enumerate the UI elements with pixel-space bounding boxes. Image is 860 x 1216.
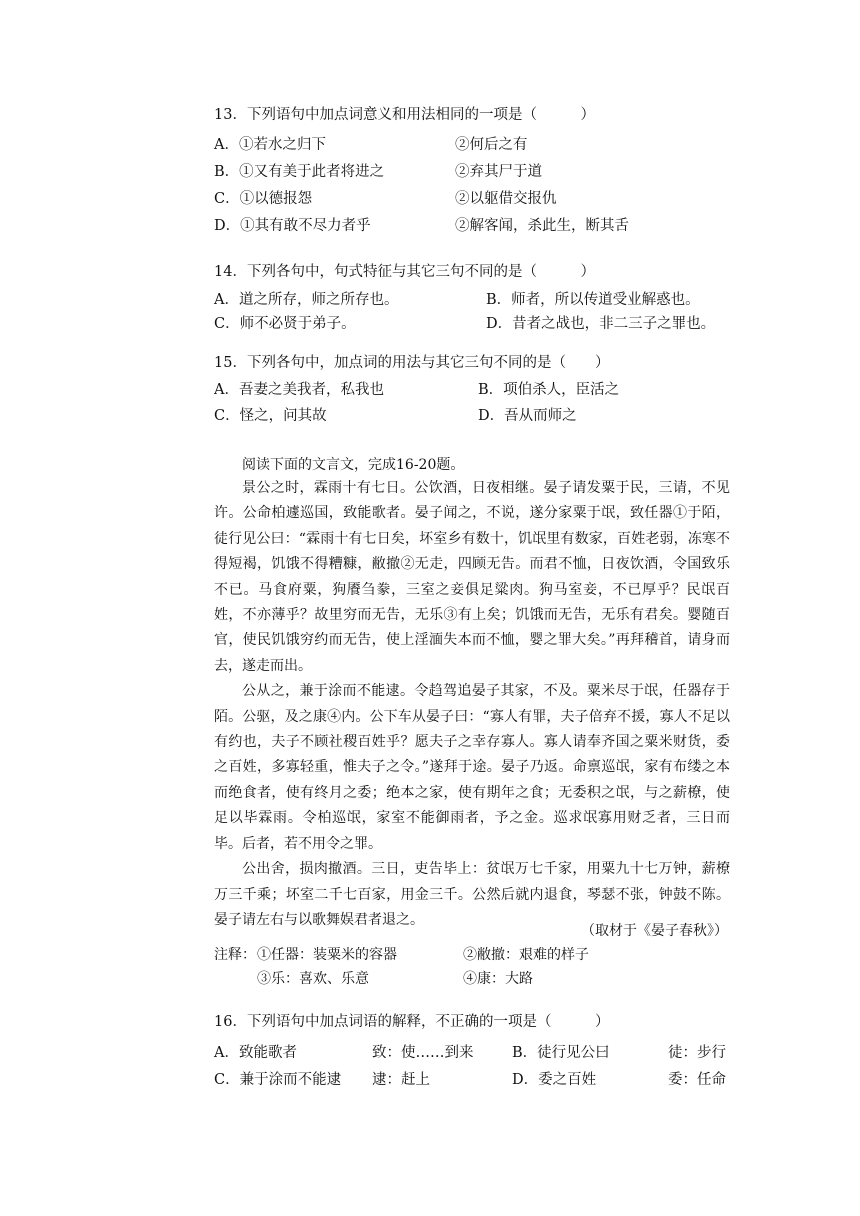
q16-option-d: D．委之百姓 [512, 1072, 597, 1088]
q13-option-d-1: D．①其有敢不尽力者乎 [214, 218, 371, 234]
source-citation: （取材于《晏子春秋》） [581, 923, 728, 939]
q15-option-a: A．吾妻之美我者，私我也 [214, 382, 384, 398]
q14-option-a: A．道之所存，师之所存也。 [214, 292, 399, 308]
note-2: ②敝撤：艰难的样子 [463, 947, 589, 963]
q13-stem: 13．下列语句中加点词意义和用法相同的一项是（ ） [214, 107, 595, 123]
q16-option-b-gloss: 徒：步行 [668, 1045, 726, 1061]
q14-option-b: B．师者，所以传道受业解惑也。 [486, 292, 700, 308]
q16-option-c-gloss: 逮：赶上 [372, 1072, 430, 1088]
q13-option-c-1: C．①以德报怨 [214, 191, 313, 207]
q13-option-a-1: A．①若水之归下 [214, 137, 326, 153]
q13-option-c-2: ②以躯借交报仇 [455, 191, 557, 207]
q16-option-a: A．致能歌者 [214, 1045, 297, 1061]
passage-paragraph: 公出舍，损肉撤酒。三日，吏告毕上：贫氓万七千家，用粟九十七万钟，薪橑万三千乘；坏室二千七百家，用金三千。公然后就内退食，琴瑟不张，钟鼓不陈。晏子请左右与以歌舞娱君者退之。 [214, 861, 730, 928]
note-1: ①任器：装粟米的容器 [257, 947, 397, 963]
reading-passage [214, 476, 730, 933]
q16-stem: 16．下列语句中加点词语的解释，不正确的一项是（ ） [214, 1014, 610, 1030]
q16-option-b: B．徒行见公曰 [512, 1045, 610, 1061]
q14-stem: 14．下列各句中，句式特征与其它三句不同的是（ ） [214, 264, 595, 280]
q15-option-b: B．项伯杀人，臣活之 [478, 382, 620, 398]
q13-option-a-2: ②何后之有 [455, 137, 528, 153]
passage-paragraph: 公从之，兼于涂而不能逮。令趋驾追晏子其家，不及。粟米尽于氓，任器存于陌。公驱，及之康④内。公下车从晏子曰：“寡人有罪，夫子倍弃不援，寡人不足以有约也，夫子不顾社稷百姓乎？愿夫子之幸存寡人。寡人请奉齐国之粟米财货，委之百姓，多寡轻重，惟夫子之令。”遂拜于途。晏子乃返。命禀巡氓，家有布缕之本而绝食者，使有终月之委；绝本之家，使有期年之食；无委积之氓，与之薪橑，使足以毕霖雨。令柏巡氓，家室不能御雨者，予之金。巡求氓寡用财乏者，三日而毕。后者，若不用令之罪。 [214, 683, 730, 852]
q15-option-c: C．怪之，问其故 [214, 408, 327, 424]
q16-option-c: C．兼于涂而不能逮 [214, 1072, 342, 1088]
q13-option-b-1: B．①又有美于此者将进之 [214, 164, 385, 180]
reading-intro: 阅读下面的文言文，完成16-20题。 [242, 457, 465, 473]
q16-option-d-gloss: 委：任命 [668, 1072, 726, 1088]
q13-option-d-2: ②解客闻，杀此生，断其舌 [455, 218, 629, 234]
note-3: ③乐：喜欢、乐意 [257, 971, 369, 987]
q16-option-a-gloss: 致：使……到来 [372, 1045, 474, 1061]
passage-paragraph: 景公之时，霖雨十有七日。公饮酒，日夜相继。晏子请发粟于民，三请，不见许。公命柏遽巡国，致能歌者。晏子闻之，不说，遂分家粟于氓，致任器①于陌，徒行见公曰：“霖雨十有七日矣，坏室乡有数十，饥氓里有数家，百姓老弱，冻寒不得短褐，饥饿不得糟糠，敝撤②无走，四顾无告。而君不恤，日夜饮酒，令国致乐不已。马食府粟，狗餍刍豢，三室之妾俱足粱肉。狗马室妾，不已厚乎？民氓百姓，不亦薄乎？故里穷而无告，无乐③有上矣；饥饿而无告，无乐有君矣。婴随百官，使民饥饿穷约而无告，使上淫湎失本而不恤，婴之罪大矣。”再拜稽首，请身而去，遂走而出。 [214, 480, 730, 674]
notes-label: 注释： [214, 947, 256, 963]
note-4: ④康：大路 [463, 971, 533, 987]
q14-option-d: D．昔者之战也，非二三子之罪也。 [486, 316, 716, 332]
q14-option-c: C．师不必贤于弟子。 [214, 316, 356, 332]
q13-option-b-2: ②弃其尸于道 [455, 164, 542, 180]
q15-option-d: D．吾从而师之 [478, 408, 577, 424]
q15-stem: 15．下列各句中，加点词的用法与其它三句不同的是（ ） [214, 355, 610, 371]
